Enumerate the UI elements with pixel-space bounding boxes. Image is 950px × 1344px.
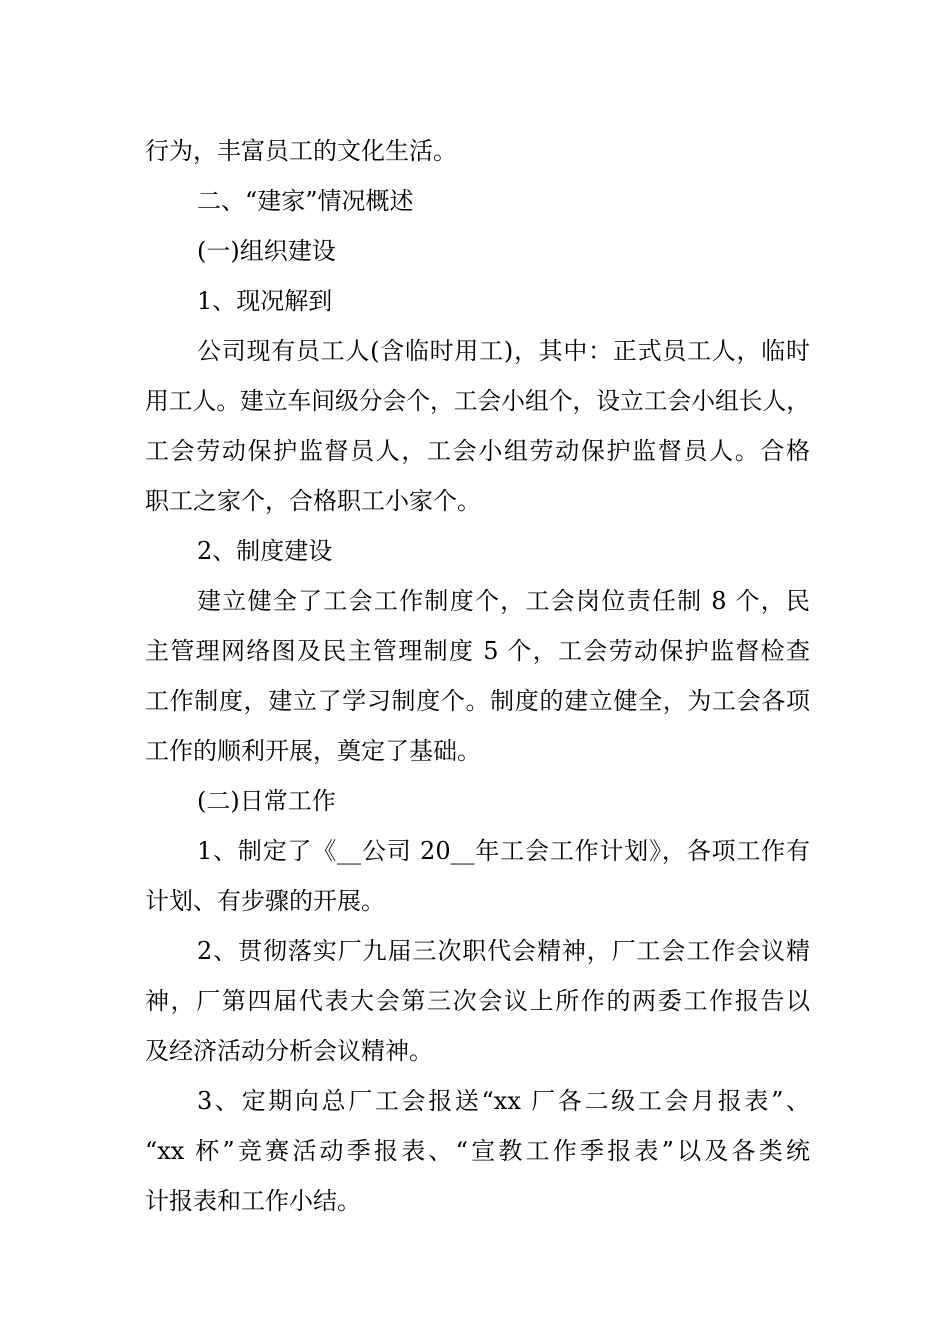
subsection-heading: (一)组织建设 <box>197 237 336 265</box>
text-line: 用工人。建立车间级分会个，工会小组个，设立工会小组长人， <box>145 387 810 415</box>
subsection-heading: (二)日常工作 <box>197 787 336 815</box>
text-line: 2、贯彻落实厂九届三次职代会精神，厂工会工作会议精 <box>197 937 810 965</box>
item-heading: 2、制度建设 <box>197 537 333 565</box>
text-line: “xx 杯”竞赛活动季报表、“宣教工作季报表”以及各类统 <box>145 1137 810 1165</box>
text-line: 公司现有员工人(含临时用工)，其中：正式员工人，临时 <box>197 337 810 365</box>
text-line: 主管理网络图及民主管理制度 5 个，工会劳动保护监督检查 <box>145 637 810 665</box>
text-line: 3、定期向总厂工会报送“xx 厂各二级工会月报表”、 <box>197 1087 810 1115</box>
section-heading: 二、“建家”情况概述 <box>197 187 414 215</box>
text-line: 建立健全了工会工作制度个，工会岗位责任制 8 个，民 <box>197 587 810 615</box>
text-line: 计报表和工作小结。 <box>145 1187 361 1215</box>
text-line: 职工之家个，合格职工小家个。 <box>145 487 481 515</box>
document-body <box>145 126 810 1226</box>
text-line: 工作的顺利开展，奠定了基础。 <box>145 737 481 765</box>
text-line: 工会劳动保护监督员人，工会小组劳动保护监督员人。合格 <box>145 437 810 465</box>
text-line: 计划、有步骤的开展。 <box>145 887 385 915</box>
text-line: 行为，丰富员工的文化生活。 <box>145 137 457 165</box>
item-heading: 1、现况解到 <box>197 287 333 315</box>
text-line: 神，厂第四届代表大会第三次会议上所作的两委工作报告以 <box>145 987 810 1015</box>
text-line: 及经济活动分析会议精神。 <box>145 1037 433 1065</box>
text-line: 1、制定了《__公司 20__年工会工作计划》，各项工作有 <box>197 837 810 865</box>
text-line: 工作制度，建立了学习制度个。制度的建立健全，为工会各项 <box>145 687 810 715</box>
